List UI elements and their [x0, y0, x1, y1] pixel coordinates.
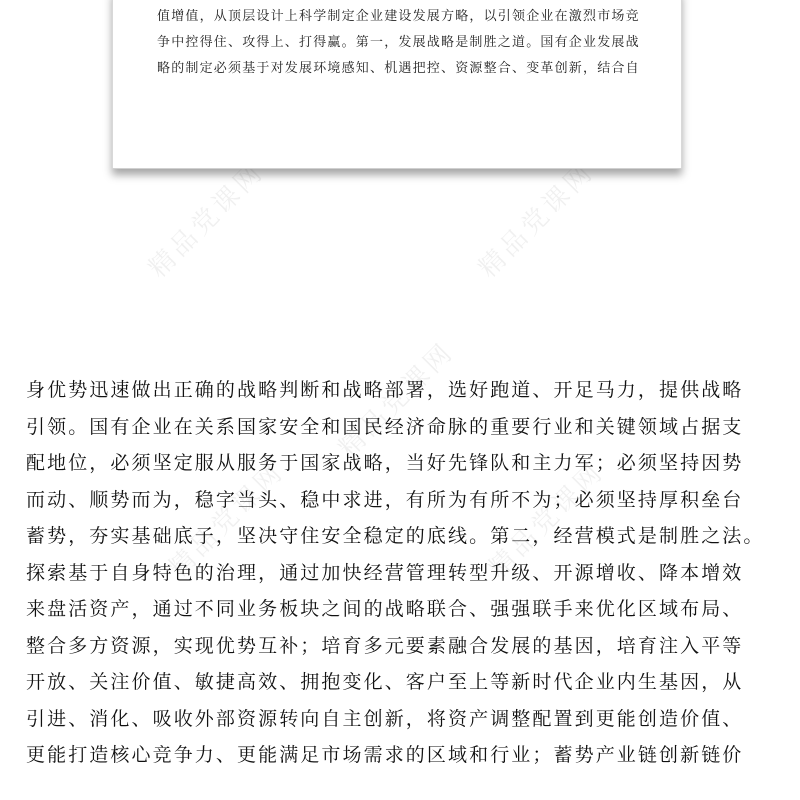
- card-paragraph: [157, 4, 647, 82]
- card-text-line: 争中控得住、攻得上、打得赢。第一，发展战略是制胜之道。国有企业发展战: [157, 35, 640, 50]
- body-text-line: 来盘活资产，通过不同业务板块之间的战略联合、强强联手来优化区域布局、: [26, 598, 744, 620]
- body-text-line: 身优势迅速做出正确的战略判断和战略部署，选好跑道、开足马力，提供战略: [26, 379, 744, 401]
- card-text-line: 值增值，从顶层设计上科学制定企业建设发展方略，以引领企业在激烈市场竞: [157, 9, 640, 24]
- body-text-line: 配地位，必须坚定服从服务于国家战略，当好先锋队和主力军；必须坚持因势: [26, 452, 744, 474]
- watermark-text: 精品党课网: [333, 336, 461, 464]
- body-paragraph: [26, 372, 786, 774]
- body-text-line: 开放、关注价值、敏捷高效、拥抱变化、客户至上等新时代企业内生基因，从: [26, 671, 744, 693]
- body-text-line: 探索基于自身特色的治理，通过加快经营管理转型升级、开源增收、降本增效: [26, 561, 744, 584]
- watermark-text: 精品党课网: [163, 456, 291, 584]
- body-text-line: 整合多方资源，实现优势互补；培育多元要素融合发展的基因，培育注入平等: [26, 634, 744, 657]
- document-preview-card: [112, 0, 682, 169]
- body-text-line: 蓄势，夯实基础底子，坚决守住安全稳定的底线。第二，经营模式是制胜之法。: [26, 525, 765, 547]
- body-text-line: 更能打造核心竞争力、更能满足市场需求的区域和行业；蓄势产业链创新链价: [26, 744, 744, 766]
- body-text-line: 引进、消化、吸收外部资源转向自主创新，将资产调整配置到更能创造价值、: [26, 707, 744, 730]
- watermark-text: 精品党课网: [483, 456, 611, 584]
- body-text-line: 而动、顺势而为，稳字当头、稳中求进，有所为有所不为；必须坚持厚积垒台: [26, 488, 744, 511]
- watermark-text: 精品党课网: [473, 156, 601, 284]
- watermark-text: 精品党课网: [143, 156, 271, 284]
- card-text-line: 略的制定必须基于对发展环境感知、机遇把控、资源整合、变革创新，结合自: [157, 61, 640, 76]
- body-text-line: 引领。国有企业在关系国家安全和国民经济命脉的重要行业和关键领域占据支: [26, 415, 744, 438]
